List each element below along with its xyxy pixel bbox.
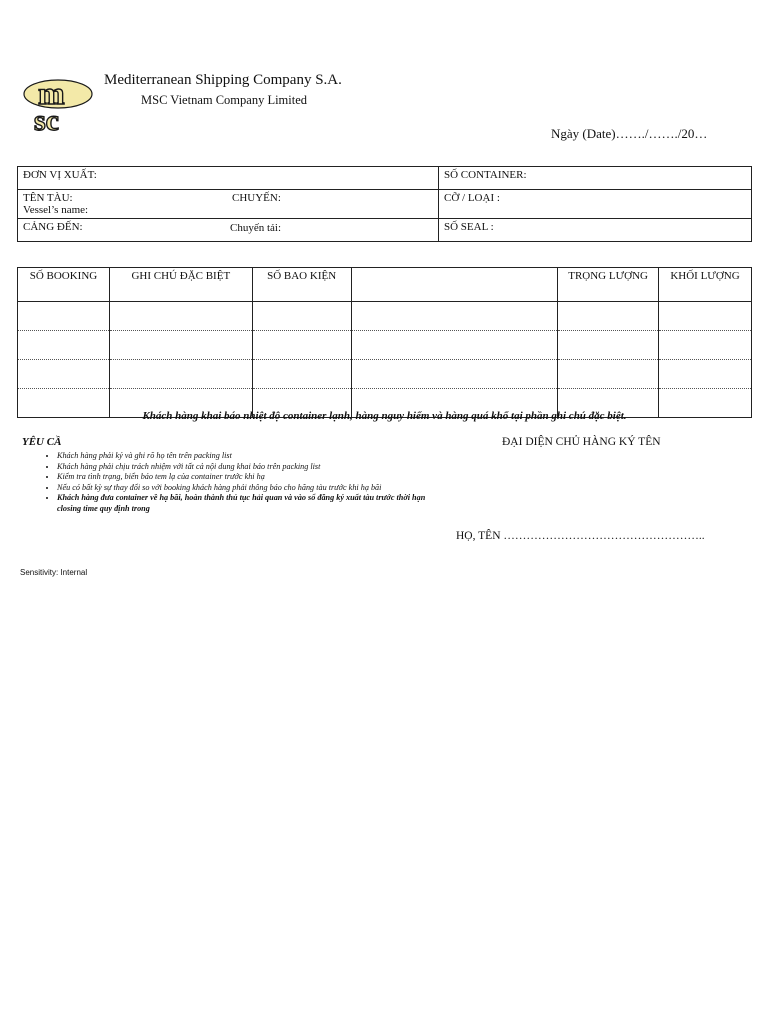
cell-volume[interactable] [659,302,752,331]
company-name: Mediterranean Shipping Company S.A. [104,72,342,88]
signature-name-field[interactable]: HỌ, TÊN …………………………………………….. [456,530,705,542]
table-row [18,331,752,360]
cell-weight[interactable] [558,360,659,389]
cell-special-notes[interactable] [109,331,252,360]
cell-weight[interactable] [558,302,659,331]
size-type-label: CỠ / LOẠI : [444,192,500,204]
company-subtitle: MSC Vietnam Company Limited [141,93,308,107]
date-field[interactable]: Ngày (Date)……./……./20… [551,126,708,141]
cell-package-count[interactable] [252,360,351,389]
cargo-table [17,267,752,418]
table-row [18,360,752,389]
header-special-notes: GHI CHÚ ĐẶC BIỆT [109,268,252,302]
cell-booking-no[interactable] [18,302,110,331]
cell-booking-no[interactable] [18,331,110,360]
destination-port-label: CẢNG ĐẾN: [23,221,83,233]
container-no-field[interactable] [439,167,752,190]
requirements-list [40,451,427,514]
destination-port-field[interactable] [18,219,439,242]
msc-logo [18,74,96,134]
cargo-table-header [18,268,752,302]
cell-volume[interactable] [659,331,752,360]
cell-blank[interactable] [351,331,558,360]
cell-booking-no[interactable] [18,360,110,389]
header-booking-no: SỐ BOOKING [18,268,110,302]
exporter-label: ĐƠN VỊ XUẤT: [23,169,97,181]
cell-volume[interactable] [659,360,752,389]
shipment-info-table [17,166,752,242]
vessel-label-en: Vessel’s name: [23,204,89,216]
cell-blank[interactable] [351,360,558,389]
logo-text-top: m [38,75,65,111]
header-volume: KHỐI LƯỢNG [659,268,752,302]
table-row [18,302,752,331]
vessel-label: TÊN TÀU: [23,192,73,204]
cell-package-count[interactable] [252,302,351,331]
size-type-field[interactable] [439,190,752,219]
requirements-title: YÊU CẦ [22,436,62,448]
vessel-field[interactable] [18,190,439,219]
cell-special-notes[interactable] [109,360,252,389]
list-item: • Khách hàng phải chịu trách nhiệm với tất cả nội dung khai báo trên packing list [57,462,427,473]
list-item: • Khách hàng đưa container về hạ bãi, hoàn thành thủ tục hải quan và vào sổ đăng ký xuất tàu trước thời hạn closing time quy định trong [57,493,427,514]
list-item: • Nếu có bất kỳ sự thay đổi so với booking khách hàng phải thông báo cho hãng tàu trước khi hạ bãi [57,483,427,494]
cell-special-notes[interactable] [109,302,252,331]
voyage-label: CHUYẾN: [232,192,281,204]
list-item: • Khách hàng phải ký và ghi rõ họ tên trên packing list [57,451,427,462]
cell-blank[interactable] [351,302,558,331]
exporter-field[interactable] [18,167,439,190]
signature-title: ĐẠI DIỆN CHỦ HÀNG KÝ TÊN [502,436,661,448]
header-package-count: SỐ BAO KIỆN [252,268,351,302]
container-no-label: SỐ CONTAINER: [444,169,527,181]
cell-weight[interactable] [558,331,659,360]
list-item: • Kiểm tra tình trạng, biển báo tem lạ của container trước khi hạ [57,472,427,483]
special-notes-instruction: Khách hàng khai báo nhiệt độ container lạnh, hàng nguy hiểm và hàng quá khổ tại phần ghi chú đặc biệt. [142,410,627,422]
header-weight: TRỌNG LƯỢNG [558,268,659,302]
seal-no-label: SỐ SEAL : [444,221,494,233]
cell-package-count[interactable] [252,331,351,360]
sensitivity-label: Sensitivity: Internal [20,568,88,577]
transship-voyage-label: Chuyến tải: [230,222,282,234]
logo-text-bottom: sc [34,104,59,134]
header-blank [351,268,558,302]
seal-no-field[interactable] [439,219,752,242]
